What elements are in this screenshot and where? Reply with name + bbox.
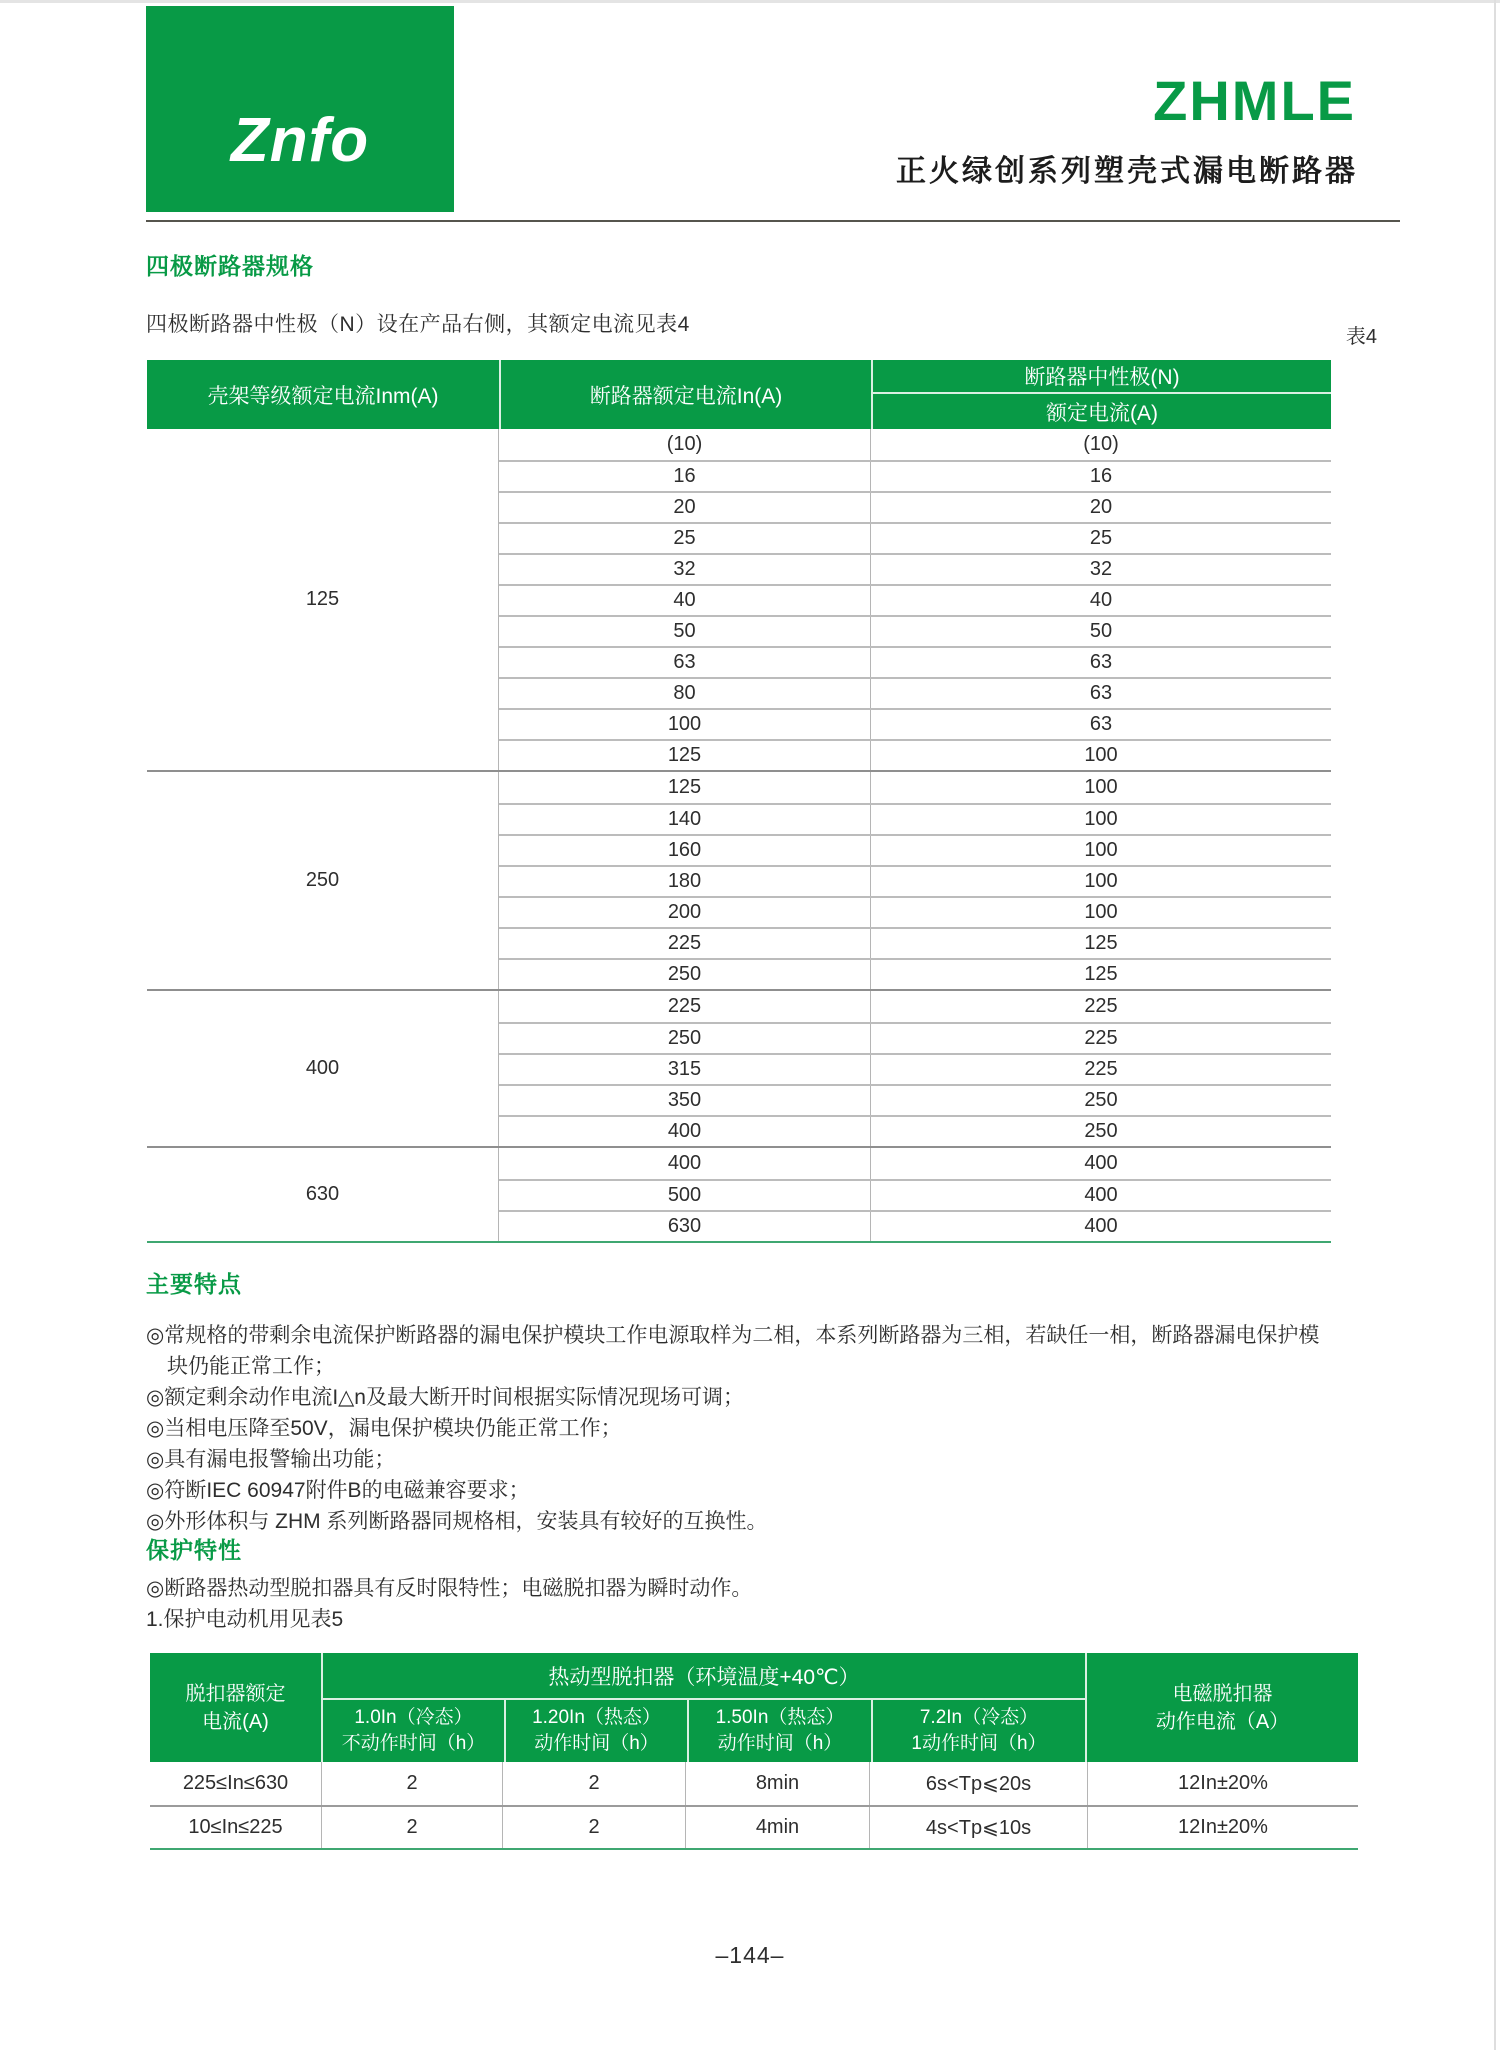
table4-group-rows: [499, 429, 1331, 770]
product-series-name: 正火绿创系列塑壳式漏电断路器: [896, 155, 1358, 188]
table5-header-thermal-block: [321, 1653, 1087, 1762]
table4-frame-current-cell: 400: [147, 991, 499, 1146]
table4-row: [499, 896, 1331, 927]
table4-neutral-current-cell: 100: [1084, 870, 1118, 892]
table4-header-neutral-pole: 断路器中性极(N): [873, 360, 1331, 394]
table4-rated-current-cell: 140: [499, 805, 871, 834]
table4-row: [499, 803, 1331, 834]
protection-item: ◎断路器热动型脱扣器具有反时限特性；电磁脱扣器为瞬时动作。: [146, 1577, 753, 1600]
table4-row: [499, 1148, 1331, 1179]
table4-neutral-current-cell: 25: [1089, 527, 1113, 549]
specs-intro-text: 四极断路器中性极（N）设在产品右侧，其额定电流见表4: [146, 313, 690, 336]
table4-rated-current-cell: 180: [499, 867, 871, 896]
table5-subheader-line1: 1.50In（热态）: [715, 1707, 845, 1728]
table4-rated-current-cell: (10): [499, 429, 871, 460]
table4-header-frame-current: 壳架等级额定电流Inm(A): [207, 384, 439, 408]
table4-rated-current-cell: 200: [499, 898, 871, 927]
table5-header-release-line2: 电流(A): [202, 1710, 269, 1733]
table4-neutral-current-cell: 50: [1089, 620, 1113, 642]
table4-rated-current-cell: 225: [499, 929, 871, 958]
page-number: –144–: [715, 1942, 785, 1968]
table4-frame-current-cell: 630: [147, 1148, 499, 1241]
table5-cell: 2: [321, 1807, 502, 1848]
table4-group-rows: [499, 1148, 1331, 1241]
table5-cell: 12In±20%: [1087, 1762, 1358, 1805]
table5-header-magnetic-line2: 动作电流（A）: [1155, 1710, 1290, 1733]
table4-rated-current-cell: 350: [499, 1086, 871, 1115]
table4-neutral-current-cell: 40: [1089, 589, 1113, 611]
table4-neutral-current-cell: 100: [1084, 776, 1118, 798]
table4-rated-current-cell: 16: [499, 462, 871, 491]
table4-rated-current-cell: 250: [499, 1024, 871, 1053]
features-list: [146, 1320, 1362, 1537]
table5-subheader-cell: [323, 1700, 504, 1762]
table4-rated-current-cell: 400: [499, 1117, 871, 1146]
table4-row: [499, 991, 1331, 1022]
feature-item: ◎额定剩余动作电流I△n及最大断开时间根据实际情况现场可调；: [146, 1386, 744, 1409]
table4-rated-current-cell: 400: [499, 1148, 871, 1179]
table5-cell: 8min: [685, 1762, 869, 1805]
feature-item: ◎当相电压降至50V，漏电保护模块仍能正常工作；: [146, 1417, 622, 1440]
table5-subheader-line2: 动作时间（h）: [717, 1733, 843, 1754]
table4-header-neutral: [871, 360, 1331, 429]
table4-rated-current-cell: 50: [499, 617, 871, 646]
table4-row: [499, 834, 1331, 865]
table4-rated-current-cell: 63: [499, 648, 871, 677]
table4-rated-current-cell: 315: [499, 1055, 871, 1084]
table5-cell: 10≤In≤225: [188, 1816, 283, 1838]
table5-header-magnetic-line1: 电磁脱扣器: [1172, 1682, 1273, 1705]
table5-header-release-line1: 脱扣器额定: [185, 1682, 286, 1705]
section-heading-protection: 保护特性: [146, 1537, 242, 1563]
table5-cell: 12In±20%: [1087, 1807, 1358, 1848]
table4-neutral-current-cell: 125: [1084, 932, 1118, 954]
table4-group: [147, 1146, 1331, 1241]
table4-neutral-current-cell: 225: [1084, 995, 1118, 1017]
table4-rated-current-cell: 20: [499, 493, 871, 522]
table4-rated-current-cell: 125: [499, 741, 871, 770]
table4-row: [499, 958, 1331, 989]
table5-cell: 4s<Tp⩽10s: [869, 1807, 1087, 1848]
table5-subheader-line1: 7.2In（冷态）: [919, 1707, 1039, 1728]
table5-subheader-line1: 1.20In（热态）: [532, 1707, 661, 1728]
table5-row: [150, 1762, 1358, 1805]
table5-cell: 2: [321, 1762, 502, 1805]
table4-row: [499, 739, 1331, 770]
table4-rated-current-cell: 32: [499, 555, 871, 584]
table4-neutral-current-cell: 32: [1089, 558, 1113, 580]
table5-cell: 6s<Tp⩽20s: [869, 1762, 1087, 1805]
table4-row: [499, 927, 1331, 958]
table4-neutral-current-cell: 225: [1084, 1027, 1118, 1049]
page-edge-right: [1494, 0, 1496, 2050]
table4-rated-current-cell: 250: [499, 960, 871, 989]
table4-row: [499, 708, 1331, 739]
table4-row: [499, 522, 1331, 553]
table4-row: [499, 1179, 1331, 1210]
table5-trip-characteristics: [150, 1653, 1358, 1850]
table4-row: [499, 615, 1331, 646]
table4-rated-current-cell: 225: [499, 991, 871, 1022]
table4-neutral-current-cell: 16: [1089, 465, 1113, 487]
table4-row: [499, 491, 1331, 522]
table4-group-rows: [499, 772, 1331, 989]
table5-header-thermal-group: 热动型脱扣器（环境温度+40℃）: [323, 1653, 1085, 1700]
protection-item: 1.保护电动机用见表5: [146, 1608, 344, 1631]
table4-neutral-current-cell: 400: [1084, 1215, 1118, 1237]
table5-header-release-rated-current: [150, 1653, 321, 1762]
table5-subheader-cell: [687, 1700, 871, 1762]
table4-neutral-current-cell: 400: [1084, 1184, 1118, 1206]
table4-neutral-current-cell: 20: [1089, 496, 1113, 518]
table4-row: [499, 1084, 1331, 1115]
header-divider: [146, 220, 1400, 222]
table4-rated-current-cell: 40: [499, 586, 871, 615]
table4-rated-current-cell: 25: [499, 524, 871, 553]
table4-neutral-current-cell: 100: [1084, 901, 1118, 923]
table5-subheader-line2: 不动作时间（h）: [341, 1733, 486, 1754]
section-heading-specs: 四极断路器规格: [146, 253, 314, 279]
table4-row: [499, 1210, 1331, 1241]
table4-neutral-current-cell: 250: [1084, 1089, 1118, 1111]
table4-neutral-current-cell: 63: [1089, 651, 1113, 673]
table4-neutral-current-cell: 63: [1089, 682, 1113, 704]
feature-item: ◎常规格的带剩余电流保护断路器的漏电保护模块工作电源取样为二相，本系列断路器为三相，若缺任一相，断路器漏电保护模块仍能正常工作；: [146, 1324, 1320, 1378]
section-features: [146, 1270, 1362, 1537]
table5-cell: 4min: [685, 1807, 869, 1848]
table5-subheader-line2: 1动作时间（h）: [911, 1733, 1047, 1754]
table4-rated-current-cell: 630: [499, 1212, 871, 1241]
table4-row: [499, 460, 1331, 491]
table4-rated-current-cell: 100: [499, 710, 871, 739]
table5-cell: 225≤In≤630: [182, 1772, 289, 1794]
table4-neutral-current-cell: 100: [1084, 808, 1118, 830]
protection-list: [146, 1573, 1362, 1635]
table4-group: [147, 989, 1331, 1146]
table4-neutral-ratings: [147, 360, 1331, 1243]
table4-group: [147, 429, 1331, 770]
table5-subheader-cell: [504, 1700, 687, 1762]
table4-header-neutral-rated: 额定电流(A): [1046, 401, 1158, 425]
table4-header-rated-current: 断路器额定电流In(A): [499, 360, 871, 429]
table4-neutral-current-cell: 400: [1084, 1152, 1118, 1174]
table4-row: [499, 865, 1331, 896]
section-heading-features: 主要特点: [146, 1271, 242, 1297]
section-protection: [146, 1536, 1362, 1635]
table4-row: [499, 1022, 1331, 1053]
page-edge-top: [0, 0, 1500, 3]
table4-row: [499, 677, 1331, 708]
table4-row: [499, 553, 1331, 584]
table4-row: [499, 772, 1331, 803]
table5-header-thermal-subcolumns: [323, 1700, 1085, 1762]
table4-rated-current-cell: 125: [499, 772, 871, 803]
table4-header: [147, 360, 1331, 429]
table4-neutral-current-cell: 225: [1084, 1058, 1118, 1080]
table4-rated-current-cell: 160: [499, 836, 871, 865]
table5-subheader-line1: 1.0In（冷态）: [354, 1707, 473, 1728]
table5-row: [150, 1805, 1358, 1848]
table5-subheader-line2: 动作时间（h）: [534, 1733, 659, 1754]
table5-subheader-cell: [871, 1700, 1085, 1762]
table4-neutral-current-cell: 100: [1084, 744, 1118, 766]
table4-frame-current-cell: 125: [147, 429, 499, 770]
table4-rated-current-cell: 500: [499, 1181, 871, 1210]
feature-item: ◎具有漏电报警输出功能；: [146, 1448, 396, 1471]
table4-label: 表4: [1345, 326, 1377, 348]
table4-group: [147, 770, 1331, 989]
table4-row: [499, 1053, 1331, 1084]
table4-row: [499, 584, 1331, 615]
table4-neutral-current-cell: 100: [1084, 839, 1118, 861]
brand-logo-text: Znfo: [230, 106, 370, 175]
table4-neutral-current-cell: 250: [1084, 1120, 1118, 1142]
table4-neutral-current-cell: 125: [1084, 963, 1118, 985]
table4-neutral-current-cell: 63: [1089, 713, 1113, 735]
table4-neutral-current-cell: (10): [1083, 433, 1119, 455]
table4-row: [499, 429, 1331, 460]
table5-cell: 2: [502, 1807, 685, 1848]
table5-header-magnetic-release: [1087, 1653, 1358, 1762]
table4-rated-current-cell: 80: [499, 679, 871, 708]
feature-item: ◎外形体积与 ZHM 系列断路器同规格相，安装具有较好的互换性。: [146, 1510, 768, 1533]
table4-frame-current-cell: 250: [147, 772, 499, 989]
brand-logo: [146, 6, 454, 212]
table5-cell: 2: [502, 1762, 685, 1805]
feature-item: ◎符断IEC 60947附件B的电磁兼容要求；: [146, 1479, 530, 1502]
product-series-code: ZHMLE: [1153, 69, 1356, 132]
table4-group-rows: [499, 991, 1331, 1146]
table4-row: [499, 1115, 1331, 1146]
table4-body: [147, 429, 1331, 1243]
table5-body: [150, 1762, 1358, 1850]
table5-header: [150, 1653, 1358, 1762]
table4-row: [499, 646, 1331, 677]
